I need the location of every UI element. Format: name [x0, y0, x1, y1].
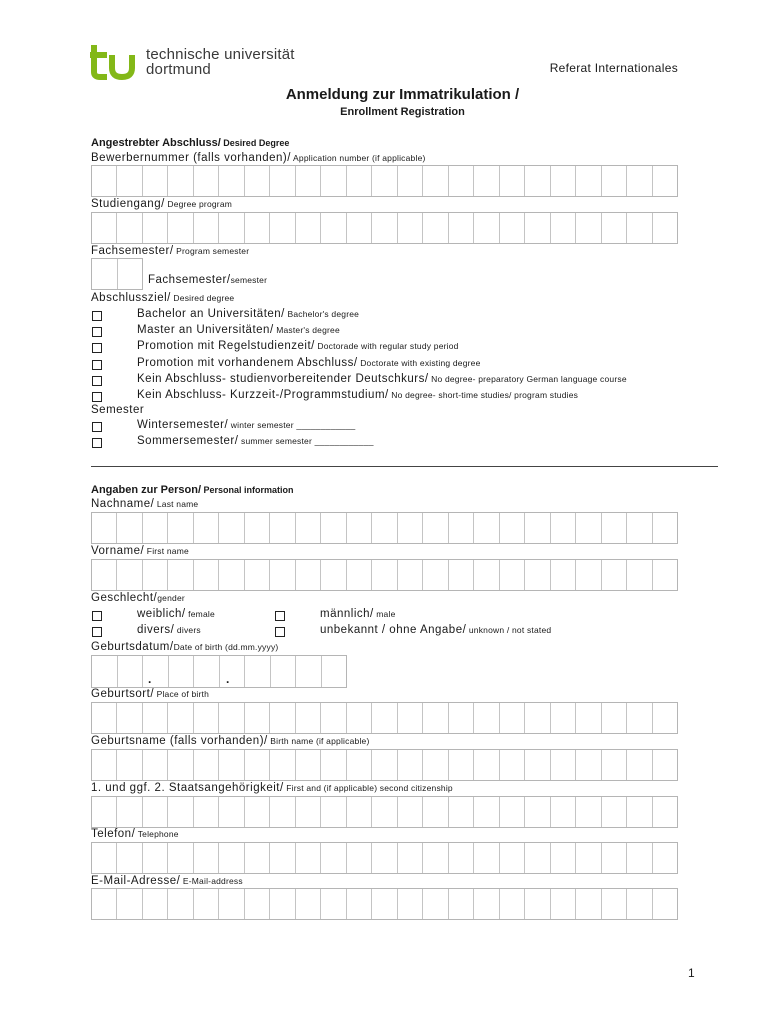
- citizenship-input[interactable]: [91, 796, 678, 828]
- place-of-birth-label: Geburtsort/ Place of birth: [91, 688, 210, 700]
- german-course-option-label: Kein Abschluss- studienvorbereitender Deutschkurs/ No degree- preparatory German language course: [137, 373, 627, 385]
- first-name-input[interactable]: [91, 559, 678, 591]
- winter-semester-checkbox[interactable]: [92, 422, 102, 432]
- logo-line-2: dortmund: [146, 61, 211, 78]
- page-number: 1: [688, 966, 695, 980]
- unknown-option-label: unbekannt / ohne Angabe/ unknown / not stated: [320, 624, 552, 636]
- birth-name-input[interactable]: [91, 749, 678, 781]
- last-name-input[interactable]: [91, 512, 678, 544]
- birth-name-label: Geburtsname (falls vorhanden)/ Birth name (if applicable): [91, 735, 370, 747]
- tu-dortmund-logo: [90, 44, 320, 80]
- application-number-input[interactable]: [91, 165, 678, 197]
- logo-line-1: technische universität: [146, 46, 295, 63]
- telephone-label: Telefon/ Telephone: [91, 828, 179, 840]
- divers-checkbox[interactable]: [92, 627, 102, 637]
- degree-program-label: Studiengang/ Degree program: [91, 198, 233, 210]
- last-name-label: Nachname/ Last name: [91, 498, 199, 510]
- department-label: Referat Internationales: [549, 61, 678, 75]
- german-course-checkbox[interactable]: [92, 376, 102, 386]
- tu-logo-mark-icon: [90, 44, 146, 80]
- degree-section-heading: Angestrebter Abschluss/ Desired Degree: [91, 137, 290, 149]
- place-of-birth-input[interactable]: [91, 702, 678, 734]
- summer-semester-option-label: Sommersemester/ summer semester ____________: [137, 435, 374, 447]
- doctorate-existing-option-label: Promotion mit vorhandenem Abschluss/ Doctorate with existing degree: [137, 357, 481, 369]
- date-of-birth-input[interactable]: [91, 655, 347, 688]
- doctorate-existing-checkbox[interactable]: [92, 360, 102, 370]
- degree-program-input[interactable]: [91, 212, 678, 244]
- program-semester-label: Fachsemester/ Program semester: [91, 245, 250, 257]
- bachelor-option-label: Bachelor an Universitäten/ Bachelor's degree: [137, 308, 360, 320]
- program-semester-input[interactable]: [91, 258, 143, 290]
- bachelor-checkbox[interactable]: [92, 311, 102, 321]
- citizenship-label: 1. und ggf. 2. Staatsangehörigkeit/ First and (if applicable) second citizenship: [91, 782, 453, 794]
- male-option-label: männlich/ male: [320, 608, 396, 620]
- doctorate-regular-checkbox[interactable]: [92, 343, 102, 353]
- master-option-label: Master an Universitäten/ Master's degree: [137, 324, 340, 336]
- date-separator-2: .: [226, 672, 230, 686]
- doctorate-regular-option-label: Promotion mit Regelstudienzeit/ Doctorade with regular study period: [137, 340, 459, 352]
- summer-semester-checkbox[interactable]: [92, 438, 102, 448]
- date-of-birth-label: Geburtsdatum/Date of birth (dd.mm.yyyy): [91, 641, 279, 653]
- divers-option-label: divers/ divers: [137, 624, 201, 636]
- unknown-checkbox[interactable]: [275, 627, 285, 637]
- female-checkbox[interactable]: [92, 611, 102, 621]
- logo-wordmark: [146, 47, 295, 77]
- form-title: Anmeldung zur Immatrikulation /: [285, 86, 520, 103]
- email-label: E-Mail-Adresse/ E-Mail-address: [91, 875, 243, 887]
- male-checkbox[interactable]: [275, 611, 285, 621]
- female-option-label: weiblich/ female: [137, 608, 215, 620]
- program-semester-inline-label: Fachsemester/semester: [148, 274, 268, 286]
- telephone-input[interactable]: [91, 842, 678, 874]
- application-number-label: Bewerbernummer (falls vorhanden)/ Application number (if applicable): [91, 152, 426, 164]
- desired-degree-label: Abschlussziel/ Desired degree: [91, 292, 235, 304]
- date-separator-1: .: [148, 672, 152, 686]
- semester-label: Semester: [91, 404, 145, 416]
- winter-semester-option-label: Wintersemester/ winter semester ____________: [137, 419, 356, 431]
- form-subtitle: Enrollment Registration: [340, 106, 465, 118]
- master-checkbox[interactable]: [92, 327, 102, 337]
- first-name-label: Vorname/ First name: [91, 545, 189, 557]
- email-input[interactable]: [91, 888, 678, 920]
- short-term-option-label: Kein Abschluss- Kurzzeit-/Programmstudium/ No degree- short-time studies/ program studies: [137, 389, 579, 401]
- short-term-checkbox[interactable]: [92, 392, 102, 402]
- personal-section-heading: Angaben zur Person/ Personal information: [91, 484, 294, 496]
- section-divider: [91, 466, 718, 467]
- gender-label: Geschlecht/gender: [91, 592, 185, 604]
